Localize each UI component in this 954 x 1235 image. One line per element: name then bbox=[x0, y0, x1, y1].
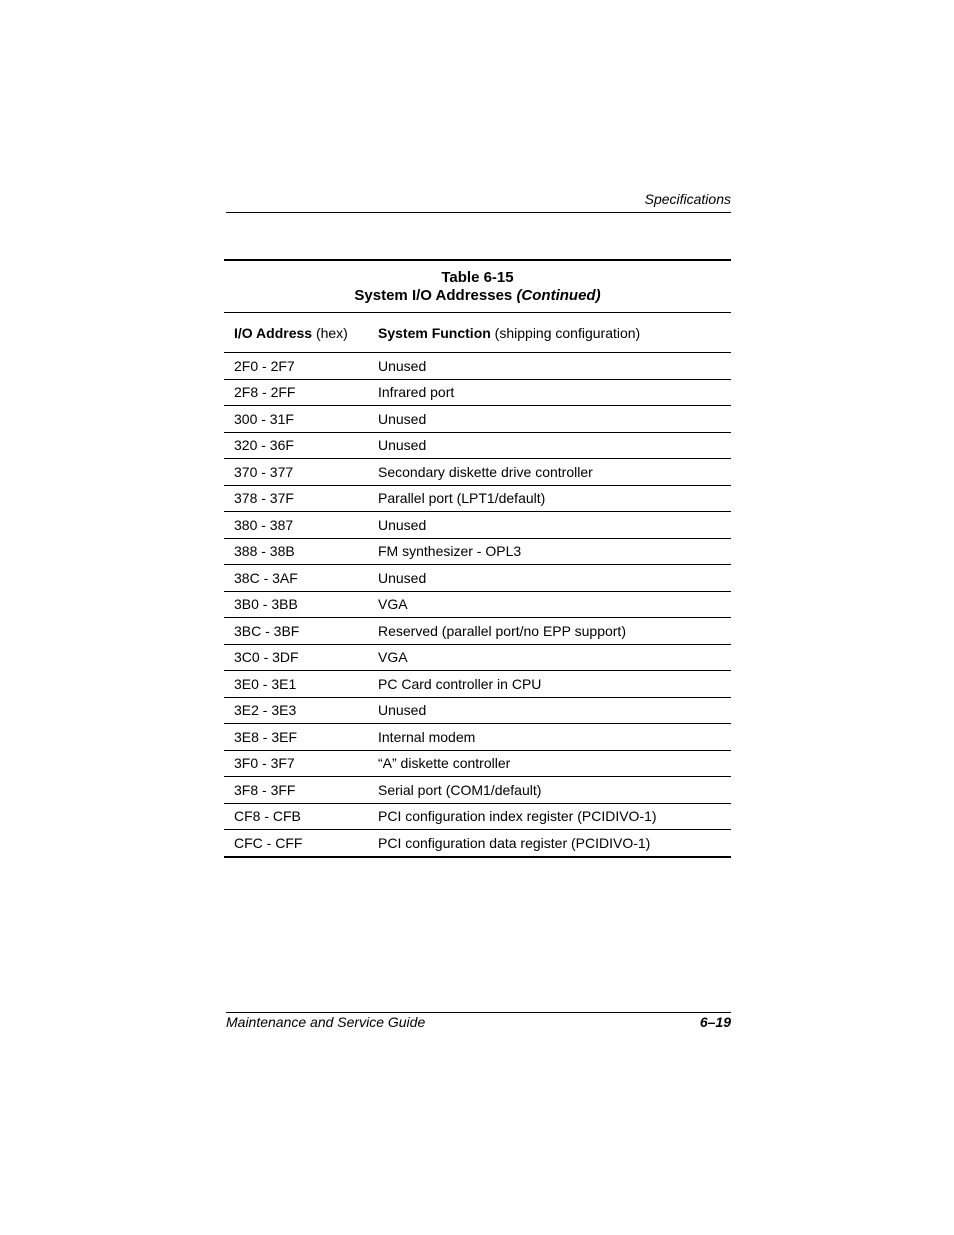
io-address-table bbox=[224, 313, 731, 858]
table-row bbox=[224, 644, 731, 671]
io-address-cell: 3E8 - 3EF bbox=[224, 724, 368, 751]
footer-title: Maintenance and Service Guide bbox=[226, 1014, 426, 1030]
table-number: Table 6-15 bbox=[441, 269, 514, 286]
system-function-cell: Parallel port (LPT1/default) bbox=[368, 485, 731, 512]
io-address-cell: 3F8 - 3FF bbox=[224, 777, 368, 804]
table-row bbox=[224, 830, 731, 857]
system-function-cell: PCI configuration index register (PCIDIVO-1) bbox=[368, 803, 731, 830]
column-header-system-function: System Function (shipping configuration) bbox=[368, 313, 731, 353]
table-header-row bbox=[224, 313, 731, 353]
io-address-cell: 3BC - 3BF bbox=[224, 618, 368, 645]
table-row bbox=[224, 777, 731, 804]
table-row bbox=[224, 565, 731, 592]
system-function-cell: Unused bbox=[368, 406, 731, 433]
io-address-cell: CF8 - CFB bbox=[224, 803, 368, 830]
page-number: 6–19 bbox=[699, 1014, 731, 1030]
system-function-cell: PC Card controller in CPU bbox=[368, 671, 731, 698]
io-address-cell: 378 - 37F bbox=[224, 485, 368, 512]
io-address-cell: 2F0 - 2F7 bbox=[224, 353, 368, 380]
header-rule bbox=[226, 212, 731, 213]
table-row bbox=[224, 697, 731, 724]
system-function-cell: Serial port (COM1/default) bbox=[368, 777, 731, 804]
table-title bbox=[224, 287, 731, 305]
io-address-cell: 320 - 36F bbox=[224, 432, 368, 459]
table-row bbox=[224, 618, 731, 645]
io-address-cell: 300 - 31F bbox=[224, 406, 368, 433]
io-address-cell: 3E2 - 3E3 bbox=[224, 697, 368, 724]
system-function-cell: Unused bbox=[368, 697, 731, 724]
system-function-cell: Unused bbox=[368, 353, 731, 380]
io-address-cell: 380 - 387 bbox=[224, 512, 368, 539]
system-function-cell: FM synthesizer - OPL3 bbox=[368, 538, 731, 565]
io-address-cell: 388 - 38B bbox=[224, 538, 368, 565]
table-caption bbox=[224, 259, 731, 313]
system-function-cell: Unused bbox=[368, 512, 731, 539]
system-function-cell: Secondary diskette drive controller bbox=[368, 459, 731, 486]
io-address-cell: 38C - 3AF bbox=[224, 565, 368, 592]
io-address-cell: 3E0 - 3E1 bbox=[224, 671, 368, 698]
system-function-cell: Unused bbox=[368, 565, 731, 592]
table-title-main: System I/O Addresses bbox=[354, 287, 513, 304]
io-address-cell: 3F0 - 3F7 bbox=[224, 750, 368, 777]
system-function-cell: VGA bbox=[368, 591, 731, 618]
table-row bbox=[224, 671, 731, 698]
io-address-cell: CFC - CFF bbox=[224, 830, 368, 857]
system-function-cell: Internal modem bbox=[368, 724, 731, 751]
io-address-cell: 3C0 - 3DF bbox=[224, 644, 368, 671]
io-address-cell: 2F8 - 2FF bbox=[224, 379, 368, 406]
system-function-cell: “A” diskette controller bbox=[368, 750, 731, 777]
table-row bbox=[224, 591, 731, 618]
table-row bbox=[224, 379, 731, 406]
table-row bbox=[224, 750, 731, 777]
io-address-cell: 370 - 377 bbox=[224, 459, 368, 486]
io-address-cell: 3B0 - 3BB bbox=[224, 591, 368, 618]
table-row bbox=[224, 353, 731, 380]
running-header: Specifications bbox=[644, 191, 731, 207]
table-row bbox=[224, 538, 731, 565]
system-function-cell: VGA bbox=[368, 644, 731, 671]
table-row bbox=[224, 459, 731, 486]
system-function-cell: Reserved (parallel port/no EPP support) bbox=[368, 618, 731, 645]
table-row bbox=[224, 512, 731, 539]
table-row bbox=[224, 803, 731, 830]
footer-rule bbox=[226, 1012, 731, 1013]
table-row bbox=[224, 724, 731, 751]
table-body bbox=[224, 353, 731, 857]
system-function-cell: PCI configuration data register (PCIDIVO-1) bbox=[368, 830, 731, 857]
column-header-io-address: I/O Address (hex) bbox=[224, 313, 368, 353]
table-title-continued: (Continued) bbox=[516, 287, 601, 304]
system-function-cell: Unused bbox=[368, 432, 731, 459]
system-function-cell: Infrared port bbox=[368, 379, 731, 406]
io-address-table-block bbox=[224, 259, 731, 858]
table-row bbox=[224, 406, 731, 433]
table-row bbox=[224, 485, 731, 512]
table-row bbox=[224, 432, 731, 459]
